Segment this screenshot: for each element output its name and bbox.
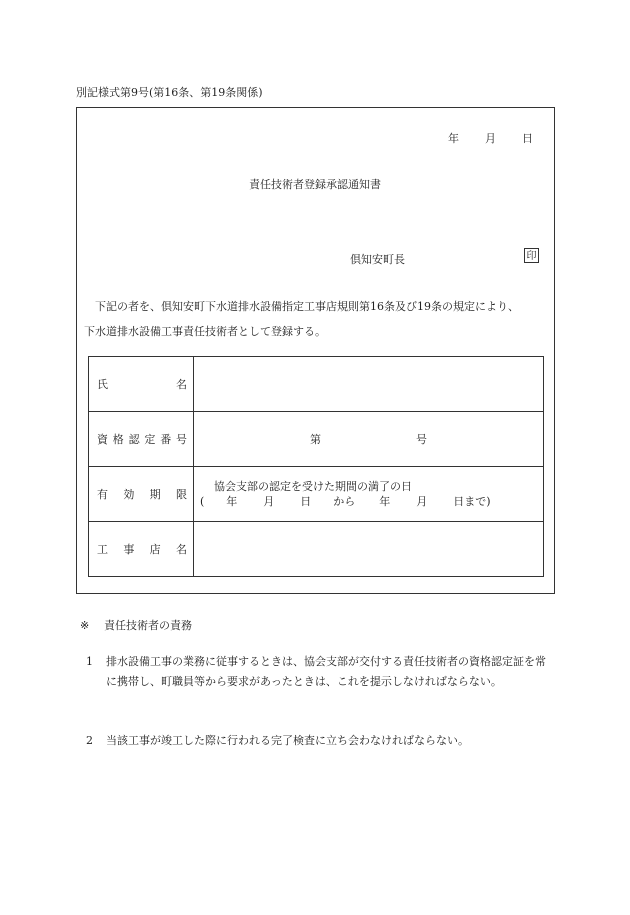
date-day-label: 日 [522, 132, 533, 145]
body-text [84, 294, 554, 344]
duties-heading [80, 617, 192, 633]
date-year-label: 年 [448, 132, 459, 145]
validity-line-1: 協会支部の認定を受けた期間の満了の日 [214, 480, 412, 493]
duty-item-1 [86, 652, 556, 692]
document-title: 責任技術者登録承認通知書 [249, 178, 381, 191]
qualification-number-label: 資 格 認 定 番 号 [89, 412, 194, 467]
qual-suffix: 号 [416, 433, 427, 446]
table-row-shop [89, 522, 544, 577]
body-line-1: 下記の者を、倶知安町下水道排水設備指定工事店規則第16条及び19条の規定により、 [95, 300, 519, 313]
duty-item-2 [86, 731, 556, 751]
seal-mark: 印 [524, 248, 539, 263]
table-row-qualification [89, 412, 544, 467]
date-line [448, 130, 533, 146]
form-reference: 別記様式第9号(第16条、第19条関係) [76, 86, 263, 99]
qual-prefix: 第 [310, 433, 321, 446]
shop-name-cell[interactable] [194, 522, 544, 577]
name-label: 氏 名 [89, 357, 194, 412]
validity-label: 有 効 期 限 [89, 467, 194, 522]
issuer-name: 倶知安町長 [350, 253, 405, 266]
name-value-cell[interactable] [194, 357, 544, 412]
date-month-label: 月 [485, 132, 496, 145]
duty-number: 2 [86, 734, 93, 747]
validity-cell[interactable] [194, 467, 544, 522]
table-row-name [89, 357, 544, 412]
table-row-validity [89, 467, 544, 522]
shop-name-label: 工 事 店 名 [89, 522, 194, 577]
duties-heading-text: 責任技術者の責務 [104, 619, 192, 632]
qualification-number-cell[interactable] [194, 412, 544, 467]
reference-mark: ※ [80, 619, 90, 632]
validity-line-2: ( 年 月 日 から 年 月 日まで) [200, 495, 491, 508]
body-line-2: 下水道排水設備工事責任技術者として登録する。 [84, 325, 326, 338]
duty-text: 当該工事が竣工した際に行われる完了検査に立ち会わなければならない。 [106, 734, 469, 747]
duty-number: 1 [86, 655, 93, 668]
registration-table [88, 356, 544, 577]
duty-text: 排水設備工事の業務に従事するときは、協会支部が交付する責任技術者の資格認定証を常に携帯し、町職員等から要求があったときは、これを提示しなければならない。 [106, 655, 546, 688]
